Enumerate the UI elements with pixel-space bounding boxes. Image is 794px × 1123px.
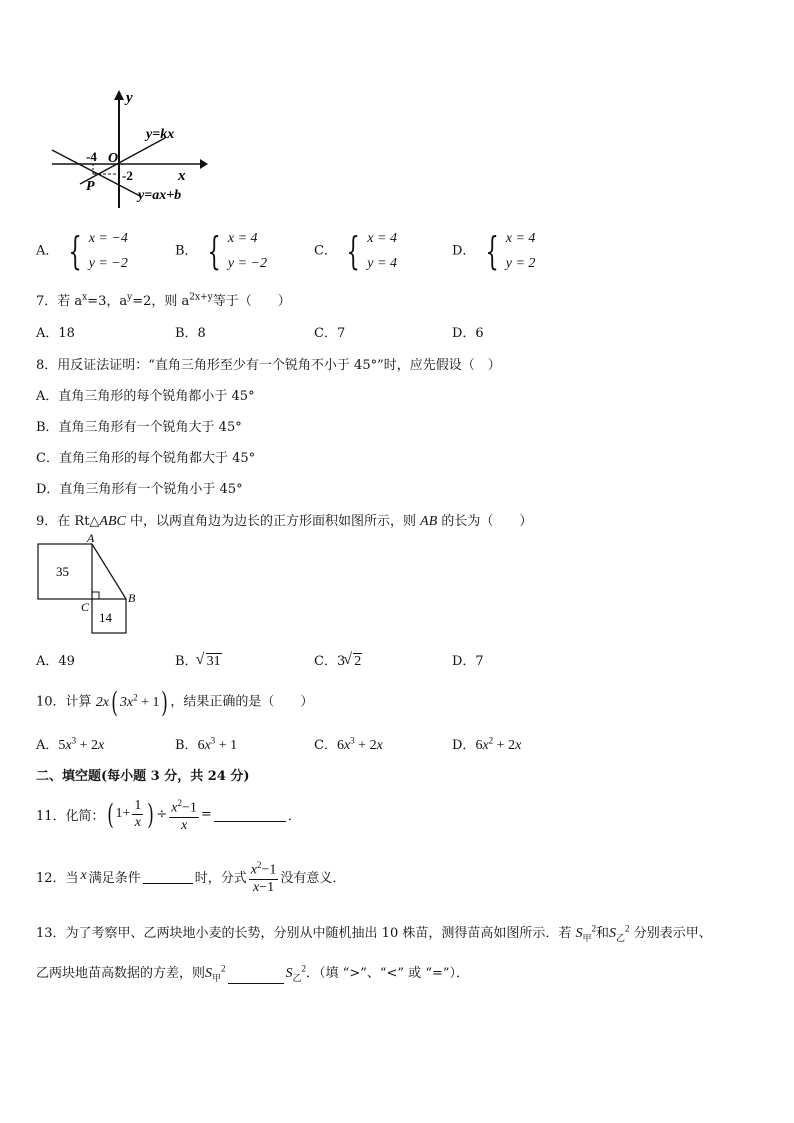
q8-option-a[interactable]: A．直角三角形的每个锐角都小于 45° (36, 389, 255, 404)
big-square-area: 35 (56, 564, 69, 579)
q7-option-c[interactable]: C．7 (314, 326, 346, 341)
x-axis-arrow (200, 159, 208, 169)
small-square-area: 14 (99, 610, 112, 625)
right-angle-mark (92, 592, 99, 599)
q6-option-a[interactable]: A． { x = −4 y = −2 (36, 229, 128, 273)
tick-neg2: -2 (122, 168, 133, 183)
q9-option-d[interactable]: D．7 (452, 654, 484, 669)
q6-option-d[interactable]: D． { x = 4 y = 2 (452, 229, 536, 273)
q9-option-a[interactable]: A．49 (36, 654, 75, 669)
q11-answer-blank[interactable] (214, 807, 286, 822)
linear-functions-graph (50, 88, 210, 213)
q10-option-d[interactable]: D．$6x^2 + 2x$ (452, 735, 522, 753)
q7-option-a[interactable]: A．18 (36, 326, 75, 341)
q6-option-b[interactable]: B． { x = 4 y = −2 (175, 229, 267, 273)
y-axis-label: y (126, 90, 133, 106)
q13-line2: 乙两块地苗高数据的方差，则$S_甲^2$ $S_乙^2$．（填 “>”、“<” 或 “=”）． (36, 963, 469, 983)
tick-neg4: -4 (86, 149, 97, 164)
q10-option-a[interactable]: A．$5x^3 + 2x$ (36, 735, 105, 753)
y-axis-arrow (114, 90, 124, 100)
q10-expression: 2x( $3x^2 + 1$) (95, 686, 169, 719)
q7-stem: 7．若 $a^x=3$，$a^y=2$，则 $a^{2x+y}$等于（ ） (36, 292, 291, 309)
q9-option-b[interactable]: B．√ 31 (175, 650, 222, 670)
line-axb-label: y=ax+b (138, 188, 182, 203)
q11: 11．化简： ( 1+ $\frac{1}{x}$ ) ÷ $\frac{x^2-1}{x}$ = ． (36, 795, 301, 834)
origin-label: O (108, 151, 119, 166)
vertex-a: A (87, 532, 95, 545)
q8-option-c[interactable]: C．直角三角形的每个锐角都大于 45° (36, 451, 256, 466)
q10-stem: 10．计算 2x( $3x^2 + 1$) ，结果正确的是（ ） (36, 686, 314, 719)
q8-option-b[interactable]: B．直角三角形有一个锐角大于 45° (36, 420, 242, 435)
q12-answer-blank[interactable] (143, 869, 193, 884)
q8-stem: 8．用反证法证明：“直角三角形至少有一个锐角不小于 45°”时，应先假设（ ） (36, 358, 501, 373)
x-axis-label: x (178, 168, 186, 184)
q13-answer-blank[interactable] (228, 969, 284, 984)
vertex-b: B (128, 591, 136, 605)
q12: 12．当 x 满足条件 时，分式 $\frac{x^2-1}{x-1}$ 没有意义． (36, 857, 345, 896)
q7-option-b[interactable]: B．8 (175, 326, 206, 341)
point-p-label: P (86, 179, 95, 194)
q13-line1: 13．为了考察甲、乙两块地小麦的长势，分别从中随机抽出 10 株苗，测得苗高如图所示．若 $S_甲^2$和$S_乙^2$ 分别表示甲、 (36, 923, 712, 943)
q8-option-d[interactable]: D．直角三角形有一个锐角小于 45° (36, 482, 243, 497)
line-kx-label: y=kx (146, 127, 175, 142)
q9-stem: 9．在 Rt△ABC 中，以两直角边为边长的正方形面积如图所示，则 AB 的长为（ ） (36, 514, 533, 529)
squares-triangle-figure (36, 532, 146, 638)
vertex-c: C (81, 600, 90, 614)
q7-option-d[interactable]: D．6 (452, 326, 484, 341)
q10-option-b[interactable]: B．$6x^3 + 1$ (175, 735, 238, 753)
q10-option-c[interactable]: C．$6x^3 + 2x$ (314, 735, 383, 753)
section-heading-fill-in: 二、填空题(每小题 3 分，共 24 分) (36, 769, 250, 784)
hypotenuse (92, 544, 126, 599)
q9-option-c[interactable]: C．3√ 2 (314, 650, 362, 670)
q6-option-c[interactable]: C． { x = 4 y = 4 (314, 229, 397, 273)
